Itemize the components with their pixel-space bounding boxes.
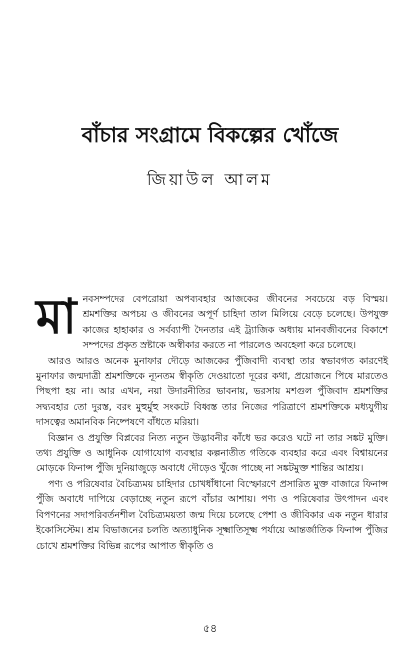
drop-cap: মা: [36, 289, 77, 345]
article-title: বাঁচার সংগ্রামে বিকল্পের খোঁজে: [81, 123, 339, 147]
paragraph-1: [36, 289, 388, 354]
paragraph-4: পণ্য ও পরিষেবার বৈচিত্র্যময় চাহিদার চোখধাঁধানো বিস্ফোরণে প্রসারিত মুক্ত বাজারে ফিনান্স পুঁজি অবাধে দাপিয়ে বেড়াচ্ছে নতুন রূপে বাঁচার আশায়। পণ্য ও পরিষেবার উৎপাদন এবং বিপণনের সদাপরিবর্তনশীল বৈচিত্র্যময়তা জন্ম দিয়ে চলেছে পেশা ও জীবিকার এক নতুন ধারার ইকোসিস্টেম। শ্রম বিভাজনের চলতি অত্যাধুনিক সূক্ষ্মাতিসূক্ষ্ম পর্যায়ে আন্তর্জাতিক ফিনান্স পুঁজির চোখে শ্রমশক্তির বিভিন্ন রূপের আপাত স্বীকৃতি ও: [36, 478, 388, 552]
page-number: ৫৪: [202, 622, 218, 635]
paragraph-3: বিজ্ঞান ও প্রযুক্তি বিপ্লবের নিত্য নতুন উদ্ভাবনীর কাঁধে ভর করেও ঘটে না তার সঙ্কট মুক্তি। তথ্য প্রযুক্তি ও আধুনিক যোগাযোগ ব্যবস্থার কল্পনাতীত গতিকে ব্যবহার করে এবং বিশ্বায়নের মোড়কে ফিনান্স পুঁজি দুনিয়াজুড়ে অবাধে দৌড়েও খুঁজে পাচ্ছে না সঙ্কটমুক্ত শান্তির আশ্রয়।: [36, 432, 388, 475]
paragraph-2: আরও আরও অনেক মুনাফার দৌড়ে আজকের পুঁজিবাদী ব্যবস্থা তার স্বভাবগত কারণেই মুনাফার জন্মদাত্রী শ্রমশক্তিকে ন্যূনতম স্বীকৃতি দেওয়াতো দূরের কথা, প্রয়োজনে পিষে মারতেও পিছপা হয় না। আর এখন, নয়া উদারনীতির ভাবনায়, ভরসায় মশগুল পুঁজিবাদ শ্রমশক্তির সদ্ব্যবহার তো দুরস্ত, বরং মুহুর্মুহু সংকটে বিধ্বস্ত তার নিজের পরিত্রাণে শ্রমশক্তিকে মধ্যযুগীয় দাসত্বের অমানবিক নিষ্পেষণে বাঁধতে মরিয়া।: [36, 355, 388, 429]
article-body: [36, 289, 388, 554]
paragraph-1-text: নবসম্পদের বেপরোয়া অপব্যবহার আজকের জীবনের সবচেয়ে বড় বিস্ময়। শ্রমশক্তির অপচয় ও জীবনের অপূর্ণ চাহিদা তাল মিলিয়ে বেড়ে চলেছে। উপযুক্ত কাজের হাহাকার ও সর্বব্যাপী দৈনতার এই ট্র্যাজিক অধ্যায় মানবজীবনের বিকাশে সম্পদের প্রকৃত স্রষ্টাকে অস্বীকার করতে না পারলেও অবহেলা করে চলেছে।: [82, 294, 388, 352]
article-author: জিয়াউল আলম: [147, 170, 273, 189]
